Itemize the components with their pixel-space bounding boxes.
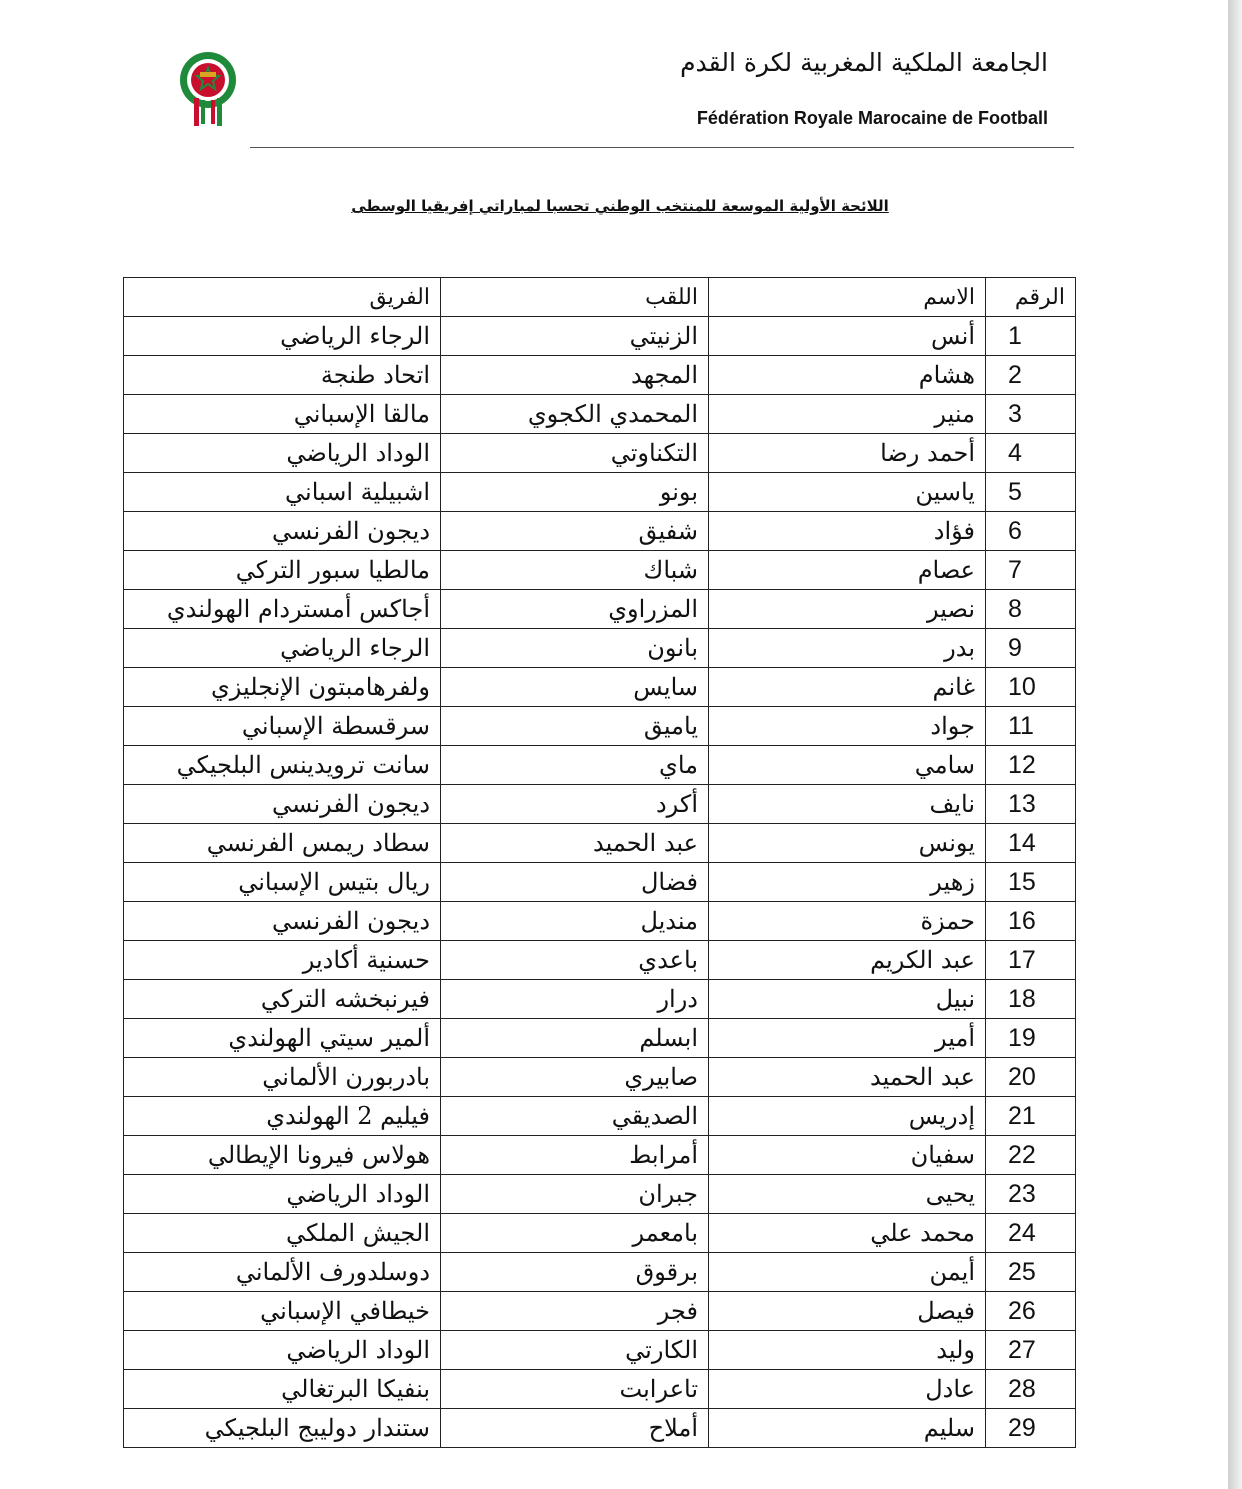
player-surname: تاعرابت <box>441 1370 709 1409</box>
player-first-name: عادل <box>709 1370 986 1409</box>
player-team: الوداد الرياضي <box>124 1331 441 1370</box>
player-surname: صابيري <box>441 1058 709 1097</box>
player-team: الرجاء الرياضي <box>124 629 441 668</box>
table-row <box>124 434 1076 473</box>
player-list-table <box>123 277 1076 1448</box>
player-first-name: غانم <box>709 668 986 707</box>
player-team: أجاكس أمستردام الهولندي <box>124 590 441 629</box>
player-team: سانت ترويدينس البلجيكي <box>124 746 441 785</box>
org-name-arabic: الجامعة الملكية المغربية لكرة القدم <box>680 48 1048 77</box>
player-first-name: عبد الحميد <box>709 1058 986 1097</box>
table-row <box>124 902 1076 941</box>
player-first-name: أمير <box>709 1019 986 1058</box>
player-number: 26 <box>986 1292 1076 1331</box>
player-first-name: زهير <box>709 863 986 902</box>
player-first-name: محمد علي <box>709 1214 986 1253</box>
player-surname: شباك <box>441 551 709 590</box>
table-header-row <box>124 278 1076 317</box>
player-surname: أكرد <box>441 785 709 824</box>
frmf-crest-logo <box>176 50 240 130</box>
player-team: ريال بتيس الإسباني <box>124 863 441 902</box>
player-first-name: حمزة <box>709 902 986 941</box>
player-number: 7 <box>986 551 1076 590</box>
player-first-name: ياسين <box>709 473 986 512</box>
table-row <box>124 473 1076 512</box>
player-first-name: وليد <box>709 1331 986 1370</box>
player-surname: المزراوي <box>441 590 709 629</box>
player-number: 14 <box>986 824 1076 863</box>
player-team: مالقا الإسباني <box>124 395 441 434</box>
player-first-name: سفيان <box>709 1136 986 1175</box>
player-number: 8 <box>986 590 1076 629</box>
table-row <box>124 1019 1076 1058</box>
player-first-name: سامي <box>709 746 986 785</box>
table-row <box>124 1058 1076 1097</box>
player-surname: سايس <box>441 668 709 707</box>
player-surname: درار <box>441 980 709 1019</box>
player-team: الجيش الملكي <box>124 1214 441 1253</box>
player-surname: ياميق <box>441 707 709 746</box>
player-team: دوسلدورف الألماني <box>124 1253 441 1292</box>
table-row <box>124 746 1076 785</box>
table-row <box>124 512 1076 551</box>
player-number: 12 <box>986 746 1076 785</box>
player-number: 17 <box>986 941 1076 980</box>
table-row <box>124 395 1076 434</box>
player-team: حسنية أكادير <box>124 941 441 980</box>
player-first-name: سليم <box>709 1409 986 1448</box>
player-first-name: أيمن <box>709 1253 986 1292</box>
player-team: اتحاد طنجة <box>124 356 441 395</box>
player-number: 21 <box>986 1097 1076 1136</box>
player-surname: منديل <box>441 902 709 941</box>
player-surname: شفيق <box>441 512 709 551</box>
table-row <box>124 941 1076 980</box>
player-team: ديجون الفرنسي <box>124 512 441 551</box>
player-number: 11 <box>986 707 1076 746</box>
player-number: 24 <box>986 1214 1076 1253</box>
player-first-name: نبيل <box>709 980 986 1019</box>
player-team: فيليم 2 الهولندي <box>124 1097 441 1136</box>
table-row <box>124 980 1076 1019</box>
player-number: 2 <box>986 356 1076 395</box>
player-team: ستندار دوليبج البلجيكي <box>124 1409 441 1448</box>
player-number: 25 <box>986 1253 1076 1292</box>
player-surname: المحمدي الكجوي <box>441 395 709 434</box>
player-team: سرقسطة الإسباني <box>124 707 441 746</box>
player-surname: التكناوتي <box>441 434 709 473</box>
player-team: الرجاء الرياضي <box>124 317 441 356</box>
table-row <box>124 1175 1076 1214</box>
player-number: 19 <box>986 1019 1076 1058</box>
player-surname: عبد الحميد <box>441 824 709 863</box>
table-row <box>124 824 1076 863</box>
player-number: 6 <box>986 512 1076 551</box>
player-surname: بونو <box>441 473 709 512</box>
table-row <box>124 590 1076 629</box>
column-header-number: الرقم <box>986 278 1076 317</box>
player-first-name: يحيى <box>709 1175 986 1214</box>
player-surname: ابسلم <box>441 1019 709 1058</box>
player-number: 16 <box>986 902 1076 941</box>
player-surname: الصديقي <box>441 1097 709 1136</box>
player-first-name: يونس <box>709 824 986 863</box>
player-first-name: إدريس <box>709 1097 986 1136</box>
player-team: ألمير سيتي الهولندي <box>124 1019 441 1058</box>
column-header-team: الفريق <box>124 278 441 317</box>
player-number: 22 <box>986 1136 1076 1175</box>
player-first-name: عصام <box>709 551 986 590</box>
player-number: 4 <box>986 434 1076 473</box>
player-number: 15 <box>986 863 1076 902</box>
player-team: ولفرهامبتون الإنجليزي <box>124 668 441 707</box>
player-surname: الكارتي <box>441 1331 709 1370</box>
player-surname: أملاح <box>441 1409 709 1448</box>
player-surname: المجهد <box>441 356 709 395</box>
table-row <box>124 785 1076 824</box>
player-team: هولاس فيرونا الإيطالي <box>124 1136 441 1175</box>
player-surname: فجر <box>441 1292 709 1331</box>
player-surname: فضال <box>441 863 709 902</box>
player-team: مالطيا سبور التركي <box>124 551 441 590</box>
table-row <box>124 1253 1076 1292</box>
table-row <box>124 1409 1076 1448</box>
player-team: خيطافي الإسباني <box>124 1292 441 1331</box>
player-surname: باعدي <box>441 941 709 980</box>
player-number: 13 <box>986 785 1076 824</box>
player-number: 5 <box>986 473 1076 512</box>
player-team: بنفيكا البرتغالي <box>124 1370 441 1409</box>
player-first-name: عبد الكريم <box>709 941 986 980</box>
player-team: بادربورن الألماني <box>124 1058 441 1097</box>
player-team: الوداد الرياضي <box>124 1175 441 1214</box>
player-first-name: أحمد رضا <box>709 434 986 473</box>
player-number: 20 <box>986 1058 1076 1097</box>
table-row <box>124 1292 1076 1331</box>
player-surname: بامعمر <box>441 1214 709 1253</box>
player-number: 29 <box>986 1409 1076 1448</box>
player-number: 3 <box>986 395 1076 434</box>
column-header-name: الاسم <box>709 278 986 317</box>
table-body <box>124 317 1076 1448</box>
player-number: 27 <box>986 1331 1076 1370</box>
org-name-french: Fédération Royale Marocaine de Football <box>696 108 1048 128</box>
table-row <box>124 668 1076 707</box>
table-row <box>124 1370 1076 1409</box>
player-first-name: فؤاد <box>709 512 986 551</box>
table-row <box>124 551 1076 590</box>
player-team: سطاد ريمس الفرنسي <box>124 824 441 863</box>
table-row <box>124 1214 1076 1253</box>
table-row <box>124 317 1076 356</box>
player-number: 23 <box>986 1175 1076 1214</box>
player-team: ديجون الفرنسي <box>124 902 441 941</box>
player-number: 1 <box>986 317 1076 356</box>
player-first-name: بدر <box>709 629 986 668</box>
player-team: الوداد الرياضي <box>124 434 441 473</box>
player-first-name: نايف <box>709 785 986 824</box>
player-number: 28 <box>986 1370 1076 1409</box>
table-row <box>124 1097 1076 1136</box>
player-first-name: هشام <box>709 356 986 395</box>
player-number: 9 <box>986 629 1076 668</box>
table-row <box>124 356 1076 395</box>
player-team: ديجون الفرنسي <box>124 785 441 824</box>
table-row <box>124 629 1076 668</box>
player-surname: الزنيتي <box>441 317 709 356</box>
player-first-name: فيصل <box>709 1292 986 1331</box>
player-number: 18 <box>986 980 1076 1019</box>
player-surname: أمرابط <box>441 1136 709 1175</box>
player-surname: جبران <box>441 1175 709 1214</box>
player-first-name: جواد <box>709 707 986 746</box>
page-edge <box>1228 0 1242 1489</box>
player-surname: بانون <box>441 629 709 668</box>
document-title: اللائحة الأولية الموسعة للمنتخب الوطني تحسبا لمباراتي إفريقيا الوسطى <box>351 197 889 215</box>
player-surname: برقوق <box>441 1253 709 1292</box>
player-first-name: منير <box>709 395 986 434</box>
player-team: اشبيلية اسباني <box>124 473 441 512</box>
player-first-name: أنس <box>709 317 986 356</box>
player-number: 10 <box>986 668 1076 707</box>
player-surname: ماي <box>441 746 709 785</box>
table-row <box>124 863 1076 902</box>
table-row <box>124 1331 1076 1370</box>
player-team: فيرنبخشه التركي <box>124 980 441 1019</box>
table-row <box>124 707 1076 746</box>
column-header-surname: اللقب <box>441 278 709 317</box>
table-row <box>124 1136 1076 1175</box>
player-first-name: نصير <box>709 590 986 629</box>
header-divider <box>250 147 1074 148</box>
